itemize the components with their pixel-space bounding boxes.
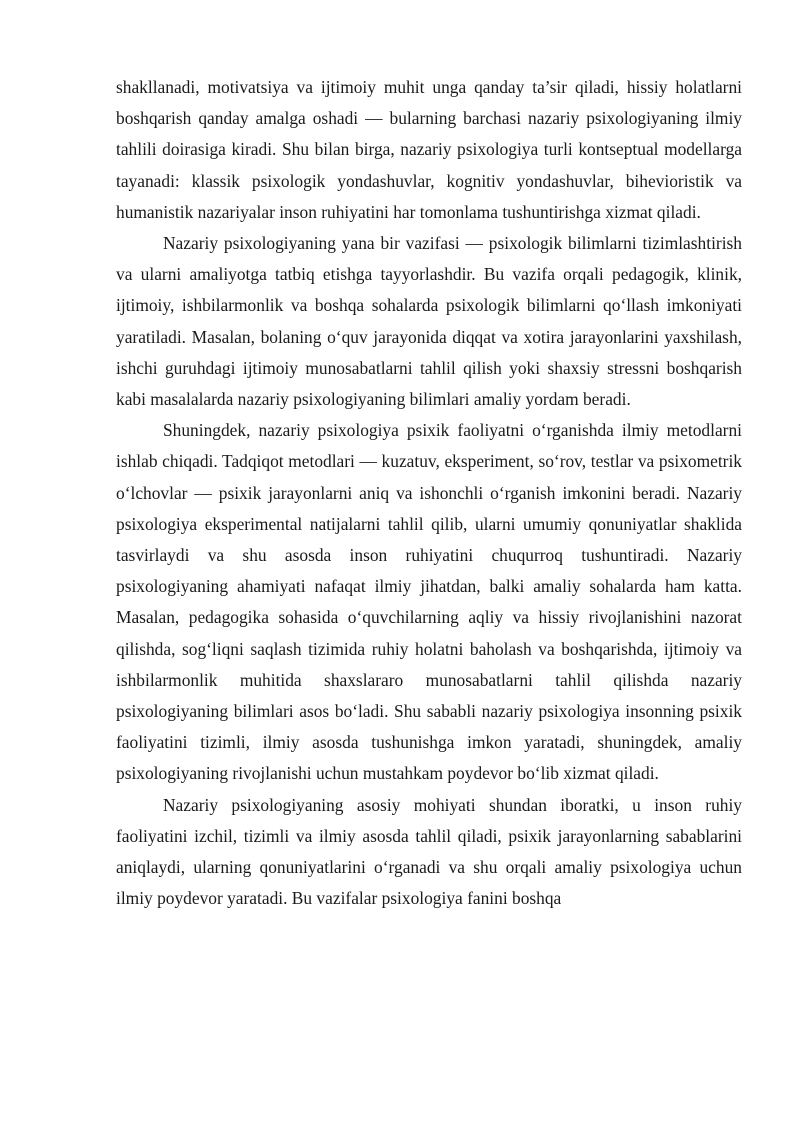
- paragraph-2: Nazariy psixologiyaning yana bir vazifasi — psixologik bilimlarni tizimlashtirish va ularni amaliyotga tatbiq etishga tayyorlashdir. Bu vazifa orqali pedagogik, klinik, ijtimoiy, ishbilarmonlik va boshqa sohalarda psixologik bilimlarni qo‘llash imkoniyati yaratiladi. Masalan, bolaning o‘quv jarayonida diqqat va xotira jarayonlarini yaxshilash, ishchi guruhdagi ijtimoiy munosabatlarni tahlil qilish yoki shaxsiy stressni boshqarish kabi masalalarda nazariy psixologiyaning bilimlari amaliy yordam beradi.: [116, 233, 742, 410]
- body-text: [116, 72, 742, 914]
- paragraph-3: Shuningdek, nazariy psixologiya psixik faoliyatni o‘rganishda ilmiy metodlarni ishlab chiqadi. Tadqiqot metodlari — kuzatuv, eksperiment, so‘rov, testlar va psixometrik o‘lchovlar — psixik jarayonlarni aniq va ishonchli o‘rganish imkonini beradi. Nazariy psixologiya eksperimental natijalarni tahlil qilib, ularni umumiy qonuniyatlar shaklida tasvirlaydi va shu asosda inson ruhiyatini chuqurroq tushuntiradi. Nazariy psixologiyaning ahamiyati nafaqat ilmiy jihatdan, balki amaliy sohalarda ham katta. Masalan, pedagogika sohasida o‘quvchilarning aqliy va hissiy rivojlanishini nazorat qilishda, sog‘liqni saqlash tizimida ruhiy holatni baholash va boshqarishda, ijtimoiy va ishbilarmonlik muhitida shaxslararo munosabatlarni tahlil qilishda nazariy psixologiyaning bilimlari asos bo‘ladi. Shu sababli nazariy psixologiya insonning psixik faoliyatini tizimli, ilmiy asosda tushunishga imkon yaratadi, shuningdek, amaliy psixologiyaning rivojlanishi uchun mustahkam poydevor bo‘lib xizmat qiladi.: [116, 420, 742, 784]
- paragraph-4: Nazariy psixologiyaning asosiy mohiyati shundan iboratki, u inson ruhiy faoliyatini izchil, tizimli va ilmiy asosda tahlil qiladi, psixik jarayonlarning sabablarini aniqlaydi, ularning qonuniyatlarini o‘rganadi va shu orqali amaliy psixologiya uchun ilmiy poydevor yaratadi. Bu vazifalar psixologiya fanini boshqa: [116, 794, 742, 909]
- paragraph-continuation: shakllanadi, motivatsiya va ijtimoiy muhit unga qanday ta’sir qiladi, hissiy holatlarni boshqarish qanday amalga oshadi — bularning barchasi nazariy psixologiyaning ilmiy tahlili doirasiga kiradi. Shu bilan birga, nazariy psixologiya turli kontseptual modellarga tayanadi: klassik psixologik yondashuvlar, kognitiv yondashuvlar, bihevioristik va humanistik nazariyalar inson ruhiyatini har tomonlama tushuntirishga xizmat qiladi.: [116, 77, 742, 222]
